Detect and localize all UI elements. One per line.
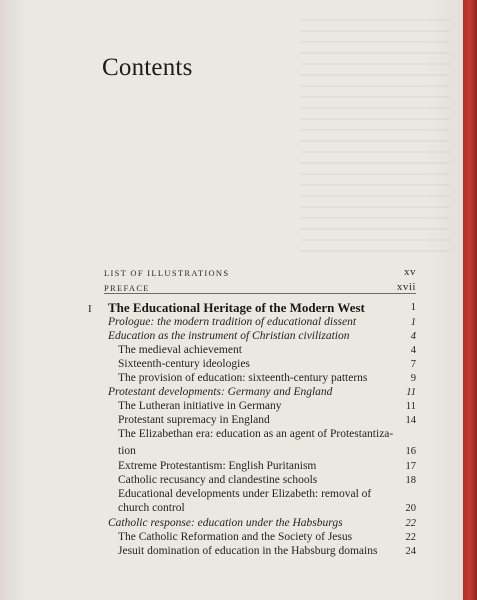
entry-text: Sixteenth-century ideologies xyxy=(118,358,250,370)
entry-text: Education as the instrument of Christian civilization xyxy=(108,330,350,342)
toc-subsection xyxy=(118,400,416,413)
entry-page: xvii xyxy=(396,281,416,293)
toc-subsection xyxy=(118,372,416,385)
entry-page: 24 xyxy=(405,546,416,557)
entry-page: 16 xyxy=(405,446,416,457)
entry-page: 11 xyxy=(405,401,416,412)
toc-subsection xyxy=(118,414,416,427)
divider xyxy=(104,293,416,294)
entry-text: Educational developments under Elizabeth: removal of xyxy=(118,488,372,500)
entry-page: 20 xyxy=(405,503,416,514)
entry-text: Protestant developments: Germany and England xyxy=(108,386,333,398)
entry-text: The Elizabethan era: education as an agent of Protestantiza- xyxy=(118,428,394,440)
entry-text: The Catholic Reformation and the Society of Jesus xyxy=(118,531,353,543)
entry-text: The provision of education: sixteenth-century patterns xyxy=(118,372,368,384)
toc-section xyxy=(108,330,416,343)
entry-page: 22 xyxy=(405,518,416,529)
entry-text: Catholic recusancy and clandestine schools xyxy=(118,474,318,486)
entry-label: PREFACE xyxy=(104,283,150,293)
book-cover-edge xyxy=(463,0,477,600)
entry-page: 1 xyxy=(410,317,416,328)
entry-text: The medieval achievement xyxy=(118,344,242,356)
entry-text-continued: tion xyxy=(118,445,136,457)
toc-subsection xyxy=(118,344,416,357)
entry-page: 11 xyxy=(406,387,416,398)
toc-subsection xyxy=(118,428,416,458)
chapter-number: I xyxy=(88,303,92,315)
toc-subsection xyxy=(118,531,416,544)
entry-text: Protestant supremacy in England xyxy=(118,414,270,426)
entry-page: 7 xyxy=(410,359,416,370)
entry-label: LIST OF ILLUSTRATIONS xyxy=(104,268,230,278)
entry-page: 18 xyxy=(405,475,416,486)
toc-section xyxy=(108,316,416,329)
entry-text: Jesuit domination of education in the Habsburg domains xyxy=(118,545,378,557)
toc-section xyxy=(108,386,416,399)
chapter-heading xyxy=(108,300,416,316)
bleed-through-text xyxy=(300,10,450,260)
chapter-page: 1 xyxy=(410,302,416,313)
toc-section xyxy=(108,517,416,530)
entry-page: 4 xyxy=(410,345,416,356)
entry-page: 9 xyxy=(410,373,416,384)
entry-page: xv xyxy=(404,266,416,278)
toc-subsection xyxy=(118,358,416,371)
entry-page: 14 xyxy=(405,415,416,426)
toc-subsection xyxy=(118,474,416,487)
toc-subsection xyxy=(118,460,416,473)
entry-text: Prologue: the modern tradition of educational dissent xyxy=(108,316,357,328)
entry-text-continued: church control xyxy=(118,502,185,514)
toc-subsection xyxy=(118,488,416,518)
entry-text: The Lutheran initiative in Germany xyxy=(118,400,282,412)
entry-page: 17 xyxy=(405,461,416,472)
entry-page: 22 xyxy=(405,532,416,543)
entry-text: Extreme Protestantism: English Puritanism xyxy=(118,460,317,472)
entry-text: Catholic response: education under the Habsburgs xyxy=(108,517,343,529)
entry-page: 4 xyxy=(410,331,416,342)
toc-subsection xyxy=(118,545,416,558)
page-title: Contents xyxy=(102,54,193,81)
chapter-title: The Educational Heritage of the Modern West xyxy=(108,300,365,315)
